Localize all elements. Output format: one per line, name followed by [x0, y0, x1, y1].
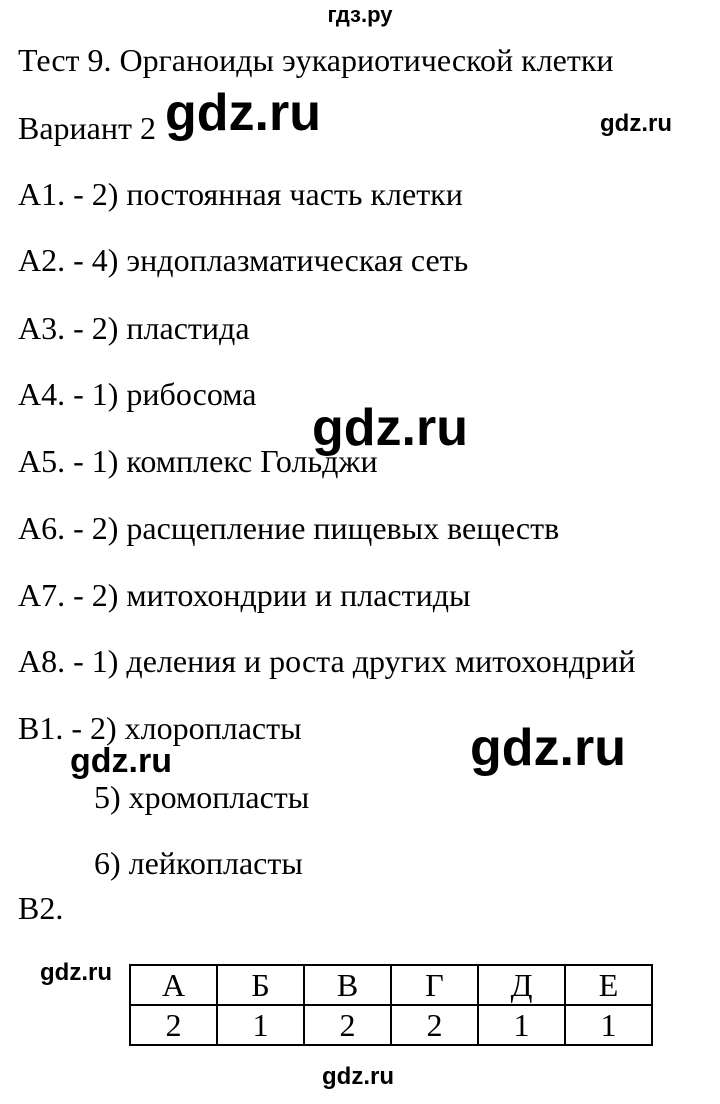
table-header-cell: Д: [478, 965, 565, 1005]
table-value-cell: 1: [217, 1005, 304, 1045]
table-header-cell: В: [304, 965, 391, 1005]
answer-b1-line1: В1. - 2) хлоропласты: [18, 710, 302, 746]
table-header-cell: Г: [391, 965, 478, 1005]
table-header-cell: Б: [217, 965, 304, 1005]
answer-a1: А1. - 2) постоянная часть клетки: [18, 176, 463, 212]
table-value-cell: 2: [391, 1005, 478, 1045]
answer-a4: А4. - 1) рибосома: [18, 376, 257, 412]
watermark-gdz: gdz.ru: [40, 959, 112, 986]
watermark-gdz: gdz.ru: [165, 84, 321, 142]
answer-b1-line2: 5) хромопласты: [94, 779, 310, 815]
watermark-gdz: gdz.ru: [322, 1063, 394, 1090]
table-value-cell: 1: [565, 1005, 652, 1045]
table-header-cell: А: [130, 965, 217, 1005]
answer-a8: А8. - 1) деления и роста других митохондрий: [18, 643, 636, 679]
site-header: гдз.ру: [327, 2, 393, 27]
answer-b1-line3: 6) лейкопласты: [94, 845, 303, 881]
table-value-cell: 1: [478, 1005, 565, 1045]
watermark-gdz: gdz.ru: [312, 399, 468, 457]
variant-label: Вариант 2: [18, 110, 156, 146]
b2-answer-table: [129, 964, 653, 1046]
answer-a6: А6. - 2) расщепление пищевых веществ: [18, 510, 560, 546]
table-value-cell: 2: [304, 1005, 391, 1045]
answer-a3: А3. - 2) пластида: [18, 310, 250, 346]
answer-a5: А5. - 1) комплекс Гольджи: [18, 443, 378, 479]
watermark-gdz: gdz.ru: [470, 719, 626, 777]
answer-b2-label: В2.: [18, 890, 64, 926]
answer-a2: А2. - 4) эндоплазматическая сеть: [18, 242, 469, 278]
watermark-gdz: gdz.ru: [70, 742, 172, 780]
watermark-gdz: gdz.ru: [600, 110, 672, 137]
table-header-cell: Е: [565, 965, 652, 1005]
table-row-headers: [130, 965, 652, 1005]
table-value-cell: 2: [130, 1005, 217, 1045]
table-row-values: [130, 1005, 652, 1045]
page-title: Тест 9. Органоиды эукариотической клетки: [18, 42, 614, 78]
answer-a7: А7. - 2) митохондрии и пластиды: [18, 577, 471, 613]
